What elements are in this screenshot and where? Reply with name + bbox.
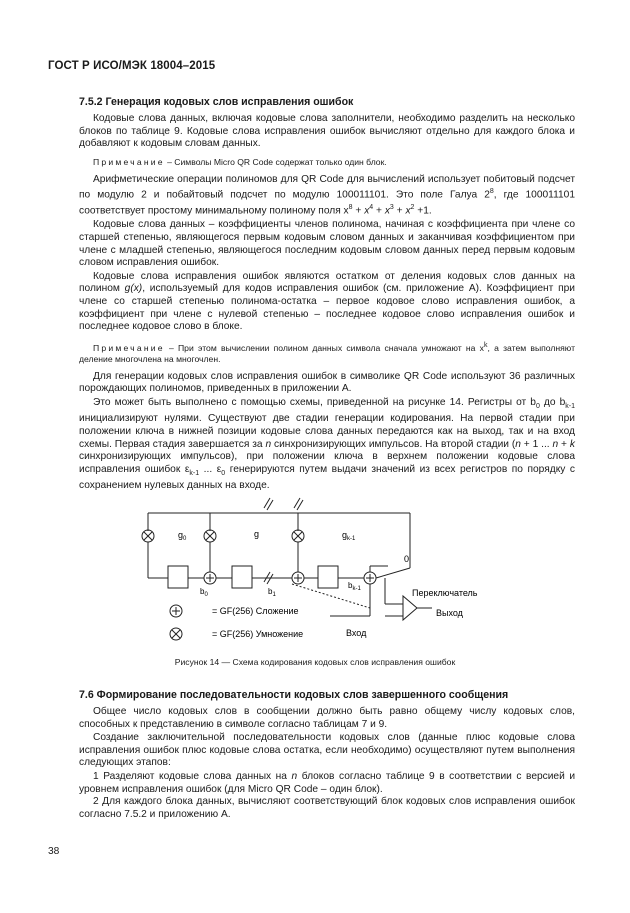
bk1-label: $b_{k-1}$ (348, 581, 361, 592)
note-label: Примечание (93, 156, 165, 167)
b0-label: $b_0$ (200, 587, 208, 598)
paragraph: Создание заключительной последовательности кодовых слов (данные плюс кодовые слова исправления ошибок плюс кодовые слова остатка, если необходимо) осуществляют путем выполнения следующих этапов: (79, 732, 575, 769)
g-label: g (254, 529, 260, 539)
register-b0 (168, 566, 188, 588)
section-752-body (79, 113, 575, 494)
legend-mul: = GF(256) Умножение (212, 629, 304, 639)
encoder-diagram (120, 496, 520, 646)
input-label: Вход (346, 628, 367, 638)
output-label: Выход (436, 608, 463, 618)
document-header: ГОСТ Р ИСО/МЭК 18004–2015 (48, 60, 216, 72)
gk1-label: $g_{k-1}$ (342, 530, 356, 542)
note (79, 157, 575, 168)
step-2: 2 Для каждого блока данных, вычисляют соответствующий блок кодовых слов исправления ошибок согласно 7.5.2 и приложению А. (79, 796, 575, 820)
paragraph: Это может быть выполнено с помощью схемы, приведенной на рисунке 14. Регистры от $b_0$ до $b_{k-1}$ инициализируют нулями. Существуют две стадии генерации кодирования. На первой стадии при положении ключа в нижней позиции кодовые слова данных передаются как на выход, так и на вход схемы. Первая стадия завершается за n синхронизирующих импульсов. На второй стадии (n + 1 ... n + k синхронизирующих импульсов), при положении ключа в верхнем положении кодовые слова исправления ошибок $\varepsilon_{k-1}$ ... $\varepsilon_0$ генерируются путем выдачи значений из всех регистров по порядку с сохранением нулевых данных на входе. (79, 396, 576, 492)
b1-label: $b_1$ (268, 587, 276, 598)
legend-add: = GF(256) Сложение (212, 606, 299, 616)
section-752-title: 7.5.2 Генерация кодовых слов исправления ошибок (79, 96, 354, 108)
section-76-title: 7.6 Формирование последовательности кодовых слов завершенного сообщения (79, 689, 509, 701)
paragraph: Для генерации кодовых слов исправления ошибок в символике QR Code используют 36 различных порождающих полиномов, приведенных в приложении А. (79, 370, 575, 395)
figure-caption: Рисунок 14 — Схема кодирования кодовых слов исправления ошибок (174, 657, 456, 667)
paragraph: Общее число кодовых слов в сообщении должно быть равно общему числу кодовых слов, способных к представлению в символе согласно таблицам 7 и 9. (79, 706, 575, 730)
register-bk1 (318, 566, 338, 588)
paragraph: Кодовые слова данных – коэффициенты членов полинома, начиная с коэффициента при члене со старшей степенью, являющегося первым кодовым словом данных и заканчивая коэффициентом при члене с младшей степенью, являющегося последним кодовым словом данных перед первым кодовым словом исправления ошибок. (79, 219, 575, 269)
note-text: – Символы Micro QR Code содержат только один блок. (164, 156, 387, 167)
zero-label: 0 (404, 554, 410, 564)
step-1: 1 Разделяют кодовые слова данных на n блоков согласно таблице 9 в соответствии с версией и уровнем исправления ошибок (для Micro QR Code – один блок). (79, 770, 576, 795)
register-b1 (232, 566, 252, 588)
section-76-body (79, 706, 575, 821)
paragraph: Кодовые слова данных, включая кодовые слова заполнители, необходимо разделить на несколько блоков по таблице 9. Кодовые слова исправления ошибок вычисляют отдельно для каждого блока и добавляют к кодовым словам данных. (79, 113, 575, 150)
switch-label: Переключатель (412, 588, 478, 598)
g0-label: $g_0$ (178, 530, 187, 542)
page-number: 38 (48, 846, 60, 857)
paragraph: Арифметические операции полиномов для QR Code для вычислений использует побитовый подсчет по модулю 2 и побайтовый подсчет по модулю 100011101. Это поле Галуа $2^8$, где 100011101 соответствует простому минимальному полиному поля $x^8 + x^4 + x^3 + x^2 +1$. (79, 173, 575, 217)
paragraph: Кодовые слова исправления ошибок являются остатком от деления кодовых слов данных на полином g(x), используемый для кодов исправления ошибок (см. приложение А). Коэффициент при члене со старшей степенью полинома-остатка – первое кодовое слово исправления ошибок, а коэффициент при члене с нулевой степенью – последнее кодовое слово исправления ошибок и последнее кодовое слово в блоке. (79, 270, 575, 333)
note: Примечание – При этом вычислении полином данных символа сначала умножают на $x^k$, а затем выполняют деление многочлена на многочлен. (79, 341, 576, 364)
